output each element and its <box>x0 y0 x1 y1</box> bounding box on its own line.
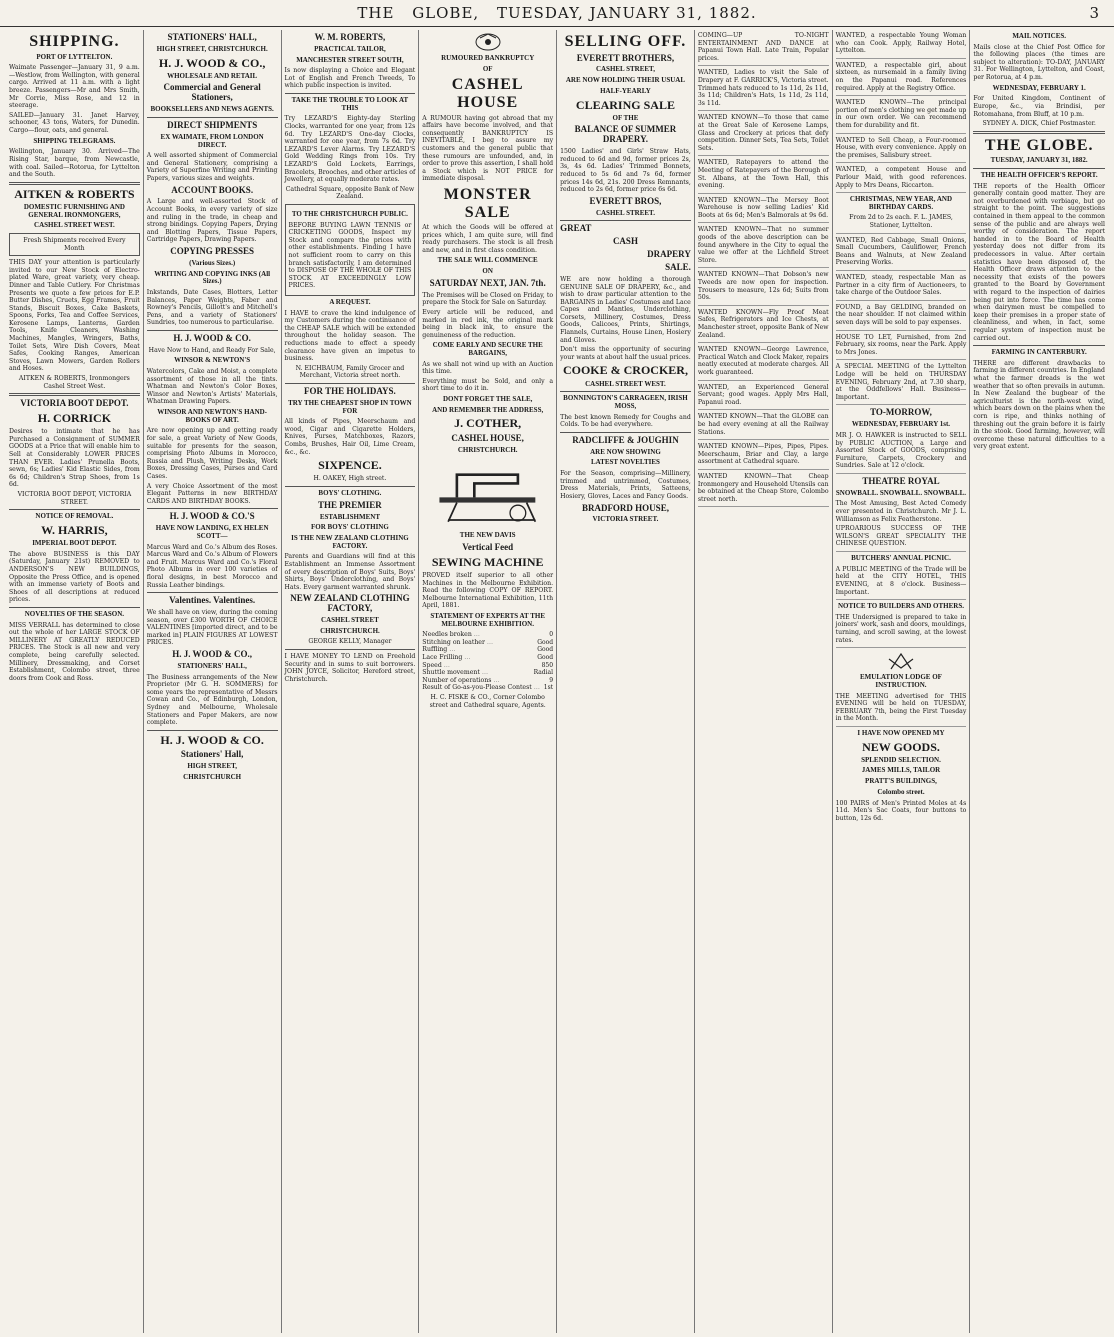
divider <box>560 220 691 221</box>
sold-text: Everything must be Sold, and only a short time to do it in. <box>422 377 554 393</box>
great-heading: GREAT <box>560 223 592 234</box>
clearing-heading: CLEARING SALE <box>575 97 675 112</box>
pairs-text: 100 PAIRS of Men's Printed Moles at 4s 11d. Men's Sac Coats, four buttons to button, 12s 6d. <box>835 799 967 822</box>
harris-heading: W. HARRIS, <box>41 522 108 537</box>
table-title: STATEMENT OF EXPERTS AT THE MELBOURNE EXHIBITION. <box>430 611 545 628</box>
rumour-body: A RUMOUR having got abroad that my affairs have become involved, and that consequently BANKRUPTCY IS INEVITABLE, I beg to assure my customers and the general public that these rumours are unfounded, and, in order to prove this assertion, I shall hold a Stock which is NOT PRICE for immediate disposal. <box>422 114 554 183</box>
davis-heading: THE NEW DAVIS <box>459 531 516 540</box>
chch-text: CHRISTCHURCH <box>183 772 242 781</box>
mail-heading: MAIL NOTICES. <box>1012 32 1067 40</box>
wanted-ad: WANTED KNOWN—The Mersey Boot Warehouse is now selling Ladies' Kid Boots at 6s 6d; Men's Balmorals at 9s 6d. <box>698 197 829 224</box>
wanted-ad: WANTED, an Experienced General Servant; good wages. Apply Mrs Hall, Papanui road. <box>698 384 829 411</box>
divider <box>9 607 140 608</box>
emulation-heading: EMULATION LODGE OF INSTRUCTION. <box>860 673 942 689</box>
establishment-heading: ESTABLISHMENT <box>319 512 380 521</box>
bonnington-body: The best known Remedy for Coughs and Colds. To be had everywhere. <box>560 413 691 429</box>
divider <box>285 383 416 384</box>
radcliffe-heading: RADCLIFFE & JOUGHIN <box>572 434 679 445</box>
latest-body: For the Season, comprising—Millinery, trimmed and untrimmed, Costumes, Dress Materials, Prints, Satteens, Hosiery, Gloves, Laces and Fancy Goods. <box>560 470 691 500</box>
masthead-page: 3 <box>1089 4 1100 22</box>
everett-heading: EVERETT BROTHERS, <box>576 52 675 63</box>
booksellers-text: BOOKSELLERS AND NEWS AGENTS. <box>150 105 274 114</box>
wanted-ad: WANTED KNOWN—That Cheap Ironmongery and Household Utensils can be obtained at the Cheap Store, Colombo street north. <box>698 473 829 507</box>
table-row: Needles broken … 0 <box>422 631 554 639</box>
wood5-heading: H. J. WOOD & CO. <box>160 732 264 747</box>
birthday-body: A very Choice Assortment of the most Elegant Patterns in new BIRTHDAY CARDS AND BIRTHDAY BOOKS. <box>146 482 278 505</box>
wanted-ad: WANTED, a respectable girl, about sixteen, as nursemaid in a family living on the Papanui road. References required. Apply at the Registry Office. <box>836 62 967 96</box>
cashel-house2-heading: CASHEL HOUSE, <box>451 432 524 443</box>
stat3-heading: Stationers' Hall, <box>180 749 244 759</box>
wanted-ad: WANTED KNOWN—Pipes, Pipes, Pipes. Meerschaum, Briar and Clay, a large assortment at Cathedral square. <box>698 443 829 470</box>
copying-sub: (Various Sizes.) <box>189 258 236 267</box>
notice-body: THE Undersigned is prepared to take in joiners' work, sash and doors, mouldings, turning, and scroll sawing, at the lowest rates. <box>836 614 967 648</box>
divider <box>285 649 416 650</box>
request-heading: A REQUEST. <box>329 297 371 306</box>
divider <box>147 592 278 593</box>
wood-heading: H. J. WOOD & CO., <box>158 55 266 70</box>
dont-heading: DONT FORGET THE SALE, <box>442 395 533 404</box>
clearing-body: 1500 Ladies' and Girls' Straw Hats, reduced to 6d and 9d, former prices 2s, 3s, 4s 6d. Ladies' Trimmed Bonnets, reduced to 5s 6d and 7s 6d, former prices 14s 6d, 21s. 200 Dress Remnants, reduced to 2s 6d, former price 6s 6d. <box>560 148 691 194</box>
telegram-text: Wellington, January 30. Arrived—The Rising Star, barque, from Newcastle, with coal. Sailed—Rotorua, for Lyttelton and the South. <box>9 148 140 179</box>
stat2-heading: STATIONERS' HALL, <box>177 661 247 670</box>
aitken-sub: DOMESTIC FURNISHING AND GENERAL IRONMONGERS, <box>23 202 125 219</box>
arrived-text: Waimate Passenger—January 31, 9 a.m.—Westlow, from Wellington, with general cargo. Arrived at 11 a.m. with a light breeze. Passengers—Mr and Mrs Smith, Mr Corrie, Miss Rose, and 12 in steerage. <box>9 64 140 110</box>
wood4-heading: H. J. WOOD & CO., <box>172 649 253 660</box>
column-4 <box>419 30 557 1333</box>
wednesday-heading: WEDNESDAY, FEBRUARY 1st. <box>851 420 951 429</box>
roberts-body: Is now displaying a Choice and Elegant Lot of English and French Tweeds, To which public inspection is invited. <box>284 67 416 90</box>
divider <box>560 391 691 392</box>
wanted-ad: WANTED, steady, respectable Man as Partner in a city firm of Auctioneers, to take charge of the Outdoor Sales. <box>836 274 967 301</box>
fisk-text: H. C. FISKE & CO., Corner Colombo street and Cathedral square, Agents. <box>429 694 546 709</box>
success-text: UPROARIOUS SUCCESS OF THE WILSON'S GREAT SPECIALITY THE CHINESE QUESTION. <box>836 525 967 552</box>
winsor-body: Watercolors, Cake and Moist, a complete assortment of those in all the tints. Whatman and Newton's Color Boxes, Winsor and Newton's Artists' Materials, Whatman Drawing Papers. <box>146 368 278 406</box>
remember-heading: AND REMEMBER THE ADDRESS, <box>432 405 544 414</box>
postmaster-text: SYDNEY A. DICK, Chief Postmaster. <box>982 120 1096 128</box>
column-5 <box>557 30 695 1333</box>
colombo-text: Colombo street. <box>877 787 925 796</box>
table-row: Stitching on leather … Good <box>422 638 554 646</box>
harris-body: The above BUSINESS is this DAY (Saturday, January 21st) REMOVED to ANDERSON'S NEW BUILDINGS, Opposite the Press Office, and is opened with an immense variety of Boots and Shoes of all descriptions at reduced prices. <box>9 550 140 604</box>
premier-heading: THE PREMIER <box>318 499 382 510</box>
verrall-body: MISS VERRALL has determined to close out the whole of her LARGE STOCK OF MILLINERY AT GREATLY REDUCED PRICES. The Stock is all new and very complete, being carefully selected. Millinery, Dressmaking, and Corset Establishment, Colombo street, three doors from Cook and Ross. <box>9 621 140 682</box>
request-body: I HAVE to crave the kind indulgence of my Customers during the continuance of the CHEAP SALE which will be extended throughout the holiday season. The reductions made to effect a speedy clearance have given an impetus to business. <box>284 309 416 363</box>
wanted-ad: WANTED, Ratepayers to attend the Meeting of Ratepayers of the Borough of St. Albans, at the Town Hall, this evening. <box>698 159 829 193</box>
aitken-heading: AITKEN & ROBERTS <box>14 186 135 201</box>
commence-heading: THE SALE WILL COMMENCE <box>437 256 538 265</box>
boys-body: Parents and Guardians will find at this Establishment an Immense Assortment of every description of Boys' Suits, Boys' Shirts, Boys' Underclothing, and Boys' Hats. Every garment warranted shrunk. <box>284 553 416 591</box>
everett2-heading: EVERETT BROS, <box>589 195 662 206</box>
masthead-the: THE <box>357 4 395 22</box>
wanted-ad: WANTED KNOWN—That Dobson's new Tweeds are now open for inspection. Trousers to measure, 12s 6d; Suits from 50s. <box>698 271 829 305</box>
masthead-date: TUESDAY, JANUARY 31, 1882. <box>496 4 757 22</box>
vertical-heading: Vertical Feed <box>462 541 514 552</box>
trouble-footer: Cathedral Square, opposite Bank of New Zealand. <box>285 185 415 201</box>
account-body: A Large and well-assorted Stock of Account Books, in every variety of size and ruling in the trade, in cheap and strong bindings. Copying Papers, Drying and Blotting Papers, Tissue Papers, Cartridge Papers, Drawing Papers. <box>146 198 278 244</box>
new-intro: I HAVE NOW OPENED MY <box>857 728 945 737</box>
wanted-ad: WANTED to Sell Cheap, a Four-roomed House, with every convenience. Apply on the premises, Salisbury street. <box>836 137 967 164</box>
landing-body: Marcus Ward and Co.'s Album des Roses. Marcus Ward and Co.'s Album of Flowers and Fruit. Marcus Ward and Co.'s Floral Photo Albums in over 100 varieties of floral designs, in best Morocco and Russia Leather bindings. <box>146 543 278 589</box>
of-text: OF <box>482 64 493 73</box>
stationers-heading: STATIONERS' HALL, <box>167 32 257 42</box>
telegrams-heading: SHIPPING TELEGRAMS. <box>33 136 116 145</box>
christmas-body: From 2d to 2s each. F. L. JAMES, Stationer, Lyttelton. <box>836 214 967 233</box>
wednesday-heading: WEDNESDAY, FEBRUARY 1. <box>992 83 1086 92</box>
chch-text: CHRISTCHURCH. <box>457 445 518 454</box>
valentines-body: We shall have on view, during the coming season, over £300 WORTH OF CHOICE VALENTINES [imported direct, and to be marked in] PLAIN FIGURES AT LOWEST PRICES. <box>146 609 278 647</box>
wanted-ad: WANTED KNOWN—To those that came at the Great Sale of Kerosene Lamps, Glass and Crockery at prices that defy competition. Dinner Sets, Tea Sets, Toilet Sets. <box>698 114 829 156</box>
royal-crest-icon <box>458 32 518 52</box>
theatre-body: The Most Amusing, Best Acted Comedy ever presented in Christchurch. Mr J. L. Williamson as Felix Featherstone. <box>835 500 967 523</box>
new-goods-heading: NEW GOODS. <box>862 739 940 754</box>
column-3 <box>282 30 420 1333</box>
divider <box>973 168 1105 169</box>
divider <box>147 730 278 731</box>
saturday-heading: SATURDAY NEXT, JAN. 7th. <box>429 277 546 288</box>
divider <box>973 345 1105 346</box>
report-table <box>422 631 553 692</box>
splendid-heading: SPLENDID SELECTION. <box>861 755 941 764</box>
monster-heading: MONSTER SALE <box>443 185 532 221</box>
mail-body: Mails close at the Chief Post Office for the following places (the times are subject to alteration): TO-DAY, JANUARY 31. For Wellington, Lyttelton, and Coast, per Rotorua, at 4 p.m. <box>973 43 1105 82</box>
aitken-address: CASHEL STREET WEST. <box>34 221 115 230</box>
buildings-text: PRATT'S BUILDINGS, <box>865 777 937 786</box>
wood3-heading: H. J. WOOD & CO.'S <box>169 511 255 522</box>
theatre-heading: THEATRE ROYAL <box>862 475 940 486</box>
for-boys-heading: FOR BOYS' CLOTHING <box>311 523 389 532</box>
victoria-heading: VICTORIA BOOT DEPOT. <box>20 398 129 409</box>
wanted-ad: WANTED KNOWN—Fly Proof Meat Safes, Refrigerators and Ice Chests, at Manchester street, opposite Bank of New Zealand. <box>698 309 829 343</box>
holidays-heading: FOR THE HOLIDAYS. <box>304 386 396 397</box>
column-6 <box>695 30 833 1333</box>
picnic-body: A PUBLIC MEETING of the Trade will be held at the CITY HOTEL, THIS EVENING, at 8 o'clock. Business—Important. <box>836 566 967 600</box>
wood2-heading: H. J. WOOD & CO. <box>173 332 251 343</box>
wanted-ad: WANTED KNOWN—The principal portion of men's clothing we get made up in our own order. We can recommend them for durability and fit. <box>836 99 967 133</box>
cashel-text: CASHEL STREET <box>321 616 379 625</box>
column-2 <box>144 30 282 1333</box>
report-heading: THE HEALTH OFFICER'S REPORT. <box>980 171 1098 179</box>
divider <box>147 508 278 509</box>
rumoured-heading: RUMOURED BANKRUPTCY <box>441 54 535 62</box>
removal-heading: NOTICE OF REMOVAL. <box>35 512 114 521</box>
holidays-sub: TRY THE CHEAPEST SHOP IN TOWN FOR <box>288 398 412 415</box>
table-row: Lace Frilling … Good <box>422 654 554 662</box>
shipping-heading: SHIPPING. <box>29 33 120 50</box>
masonic-emblem-icon <box>871 651 931 671</box>
writing-body: Inkstands, Date Cases, Blotters, Letter Balances, Paper Weights, Faber and Rowney's Pencils, Gillott's and Mitchell's Pens, and a variety of Stationers' Sundries, too numerous to particularise. <box>146 288 278 327</box>
globe-date: TUESDAY, JANUARY 31, 1882. <box>990 156 1088 165</box>
commercial-heading: Commercial and General Stationers, <box>163 82 261 103</box>
table-row: Ruffling … Good <box>422 646 554 654</box>
cashel-house-heading: CASHEL HOUSE <box>451 76 524 111</box>
columns <box>6 30 1108 1333</box>
cash-heading: CASH <box>612 236 638 247</box>
chch-text: CHRISTCHURCH. <box>320 626 380 635</box>
picnic-heading: BUTCHERS' ANNUAL PICNIC. <box>851 554 951 563</box>
trouble-heading: TAKE THE TROUBLE TO LOOK AT THIS <box>291 96 409 112</box>
public-heading: TO THE CHRISTCHURCH PUBLIC. <box>291 209 408 218</box>
globe-heading: THE GLOBE. <box>984 136 1094 154</box>
joyce-body: I HAVE MONEY TO LEND on Freehold Security and in sums to suit borrowers. JOHN JOYCE, Solicitor, Hereford street, Christchurch. <box>284 653 416 683</box>
direct-heading: DIRECT SHIPMENTS <box>167 119 258 130</box>
public-box <box>285 204 416 296</box>
report-body: THE reports of the Health Officer generally contain good matter. They are not overburdened with verbiage, but go straight to the point. The suggestions contained in them appeal to the common sense of the public and are always well worthy of consideration. The report handed in to the Board of Health yesterday does not differ from its predecessors in value. After certain statistics have been disposed of, the Health Officer draws attention to the necessity that exists of the powers granted to the Board by Government with regard to the inspection of dairies being put into force. The time has come when dairymen must be compelled to keep their premises in a proper state of cleanliness, and when, in fact, some regular system of inspection must be carried out. <box>973 182 1105 342</box>
masthead-name: GLOBE, <box>412 4 480 22</box>
kelly-text: GEORGE KELLY, Manager <box>308 638 392 646</box>
wednesday-body: For United Kingdom, Continent of Europe, &c., via Brindisi, per Rotomahana, from Bluff, at 10 p.m. <box>973 95 1105 118</box>
nzcf-heading: NEW ZEALAND CLOTHING FACTORY, <box>290 593 410 614</box>
landing-heading: HAVE NOW LANDING, EX HELEN SCOTT— <box>155 524 269 540</box>
albums-body: Are now opening up and getting ready for sale, a great Variety of New Goods, suitable for presents for the season, comprising Photo Albums in Morocco, Russia and Plush, Writing Desks, Work Boxes, Dressing Cases, Purses and Card Cases. <box>146 427 278 481</box>
divider <box>560 432 691 433</box>
column-8 <box>970 30 1108 1333</box>
wanted-ad: WANTED KNOWN—George Lawrence, Practical Watch and Clock Maker, repairs neatly executed at moderate charges. All work guaranteed. <box>698 346 829 380</box>
holidays-body: All kinds of Pipes, Meerschaum and wood, Cigar and Cigarette Holders, Knives, Purses, Matchboxes, Razors, Combs, Brushes, Hair Oil, Lime Cream, &c., &c. <box>284 418 416 456</box>
sixpence-heading: SIXPENCE. <box>318 458 382 473</box>
cother-heading: J. COTHER, <box>454 416 522 431</box>
sailed-text: SAILED—January 31. Janet Harvey, schooner, 43 tons, Waters, for Dunedin. Cargo—flour, oats, and general. <box>9 111 140 135</box>
divider <box>9 182 140 185</box>
now-text: ARE NOW HOLDING THEIR USUAL <box>565 76 686 85</box>
public-body: BEFORE BUYING LAWN TENNIS or CRICKETING GOODS, Inspect my Stock and compare the prices with other establishments. Finding I have not sufficient room to carry on this branch satisfactorily, I am determined to DISPOSE OF THE WHOLE OF THIS STOCK AT EXCEEDINGLY LOW PRICES. <box>288 221 412 290</box>
roberts-sub: PRACTICAL TAILOR, <box>314 44 386 53</box>
monster-body: At which the Goods will be offered at prices which, I am quite sure, will find ready purchasers. The stock is all fresh and new, and in first class condition. <box>422 224 554 254</box>
cashel-text: CASHEL STREET, <box>595 65 655 74</box>
winsor2-heading: WINSOR AND NEWTON'S HAND-BOOKS OF ART. <box>157 408 268 424</box>
showing-text: ARE NOW SHOWING <box>590 447 661 456</box>
bonnington-heading: BONNINGTON'S CARRAGEEN, IRISH MOSS, <box>563 394 688 410</box>
divider <box>147 330 278 331</box>
oakey-text: H. OAKEY, High street. <box>313 475 387 483</box>
writing-heading: WRITING AND COPYING INKS (All Sizes.) <box>154 269 271 286</box>
cashel2-text: CASHEL STREET. <box>595 208 655 217</box>
winsor-heading: WINSOR & NEWTON'S <box>174 356 251 365</box>
farming-heading: FARMING IN CANTERBURY. <box>991 348 1087 357</box>
port-heading: PORT OF LYTTELTON. <box>36 52 113 61</box>
sale-body: MR J. O. HAWKER is instructed to SELL by PUBLIC AUCTION, a Large and Assorted Stock of GOODS, comprising Furniture, Carpets, Crockery and Sundries. Sale at 12 o'clock. <box>836 432 967 474</box>
genuine-body: WE are now holding a thorough GENUINE SALE OF DRAPERY, &c., and wish to draw particular attention to the BARGAINS in Ladies' Costumes and Lace Capes and Mantles, Underclothing, Corsets, Millinery, Costumes, Dress Goods, Calicoes, Prints, Shirtings, Flannels, Curtains, House Linen, Hosiery and Gloves. <box>560 275 691 344</box>
corrick-heading: H. CORRICK <box>37 411 112 426</box>
sewing-machine-icon <box>422 458 553 528</box>
cooke-heading: COOKE & CROCKER, <box>562 363 688 378</box>
on-text: ON <box>482 267 493 276</box>
trouble-body: Try LEZARD'S Eighty-day Sterling Clocks, warranted for one year, from 12s 6d. Try LEZARD'S One-day Clocks, warranted for one year, from 7s 6d. Try LEZARD'S Lever Alarms. Try LEZARD'S Gold Wedding Rings from 10s. Try LEZARD'S Gold Lockets, Earrings, Bracelets, Brooches, and other articles of Jewellery, at equally moderate rates. <box>284 115 416 184</box>
divider <box>285 486 416 487</box>
nz-factory-heading: IS THE NEW ZEALAND CLOTHING FACTORY. <box>291 533 409 550</box>
divider <box>285 93 416 94</box>
meeting-ad: A SPECIAL MEETING of the Lyttelton Lodge will be held on THURSDAY EVENING, February 2nd, at 7.30 sharp, at the Oddfellows' Hall. Business—Important. <box>836 363 967 405</box>
masthead <box>0 0 1114 27</box>
harris-sub: IMPERIAL BOOT DEPOT. <box>32 539 117 548</box>
copying-heading: COPYING PRESSES <box>170 246 255 257</box>
direct-body: A well assorted shipment of Commercial and General Stationery, comprising a Variety of Superfine Writing and Printing Papers, various sizes and weights. <box>146 152 278 182</box>
half-text: HALF-YEARLY <box>600 86 651 95</box>
roberts-heading: W. M. ROBERTS, <box>314 32 386 42</box>
emulation-body: THE MEETING advertised for THIS EVENING will be held on TUESDAY, FEBRUARY 7th, being the First Tuesday in the Month. <box>836 693 967 727</box>
table-row: Number of operations … 9 <box>422 676 554 684</box>
bradford-address: VICTORIA STREET. <box>592 515 659 524</box>
divider <box>147 117 278 118</box>
closed-text: The Premises will be Closed on Friday, to prepare the Stock for Sale on Saturday. <box>422 291 554 307</box>
sale-heading: SALE. <box>665 262 691 273</box>
boys-heading: BOYS' CLOTHING. <box>318 489 382 498</box>
snowball-heading: SNOWBALL. SNOWBALL. SNOWBALL. <box>835 488 967 497</box>
high-street: HIGH STREET, CHRISTCHURCH. <box>156 44 268 53</box>
aitken-footer: AITKEN & ROBERTS, Ironmongers Cashel Street West. <box>18 375 130 390</box>
cooke-address: CASHEL STREET WEST. <box>585 379 666 388</box>
table-row: Shuttle movement … Radial <box>422 669 554 677</box>
of-the-text: OF THE <box>612 113 639 122</box>
sewing-heading: SEWING MACHINE <box>431 554 544 569</box>
bradford-heading: BRADFORD HOUSE, <box>581 502 669 513</box>
wanted-ad: WANTED KNOWN—That the GLOBE can be had every evening at all the Railway Stations. <box>698 413 829 440</box>
winsor-intro: Have Now to Hand, and Ready For Sale, <box>148 346 276 354</box>
found-ad: FOUND, a Bay GELDING, branded on the near shoulder. If not claimed within seven days will be sold to pay expenses. <box>836 304 967 331</box>
tailor-heading: JAMES MILLS, TAILOR <box>861 766 941 775</box>
novelties-heading: NOVELTIES OF THE SEASON. <box>24 609 125 618</box>
tomorrow-heading: TO-MORROW, <box>870 407 932 418</box>
wanted-ad: WANTED KNOWN—That no summer goods of the above description can be found anywhere in the City to equal the value we offer at the Lichfield Street Store. <box>698 226 829 268</box>
come-heading: COME EARLY AND SECURE THE BARGAINS, <box>432 341 543 357</box>
column-7 <box>833 30 971 1333</box>
corrick-body: Desires to intimate that he has Purchased a Consignment of SUMMER GOODS at a Price that will enable him to Sell at Considerably LOWER PRICES THAN EVER. Ladies' Prunella Boots, sewn, 6s; Ladies' Kid Elastic Sides, from 6s 6d; Children's Strap Shoes, from 1s 6d. <box>9 428 140 489</box>
latest-heading: LATEST NOVELTIES <box>590 458 660 467</box>
wholesale-text: WHOLESALE AND RETAIL <box>167 71 258 80</box>
divider <box>9 509 140 510</box>
farming-body: THERE are different drawbacks to farming in different countries. In England what the farmer dreads is the wet weather that so often prevails in autumn. In New Zealand the bugbear of the agriculturist is the north-west wind, which bears down on the plains when the corn is ripe, and thinks nothing of threshing out the grain before it is fairly in the stook. Good farming, however, will overcome these natural difficulties to a very great extent. <box>973 359 1105 451</box>
column-1 <box>6 30 144 1333</box>
corrick-footer: VICTORIA BOOT DEPOT, VICTORIA STREET. <box>17 491 132 506</box>
balance-heading: BALANCE OF SUMMER DRAPERY. <box>574 124 677 145</box>
not-wound-text: As we shall not wind up with an Auction this time. <box>422 360 554 376</box>
aitken-body: THIS DAY your attention is particularly invited to our New Stock of Electro-plated Ware, great variety, very cheap. Dinner and Table Cutlery. For Christmas Presents we quote a few prices for E.P. Butter Dishes, Cruets, Egg Frames, Fruit Stands, Biscuit Boxes, Cake Baskets, Spoons, Forks, Tea and Coffee Services, Kerosene Lamps, Lanterns, Garden Tools, Knife Cleaners, Washing Machines, Mangles, Wringers, Baths, Toilet Sets, Wire Dish Covers, Meat Safes, Cooking Ranges, American Stoves, Lawn Mowers, Garden Rollers and Hoses. <box>9 259 140 373</box>
christmas-heading: CHRISTMAS, NEW YEAR, AND BIRTHDAY CARDS. <box>849 195 953 211</box>
stat2-body: The Business arrangements of the New Proprietor (Mr G. H. SOMMERS) for some years the representative of Messrs Cowan and Co., of Edinburgh, London, Sydney and Melbourne, Wholesale Stationers and Paper Makers, are now complete. <box>146 673 278 727</box>
wanted-ad: WANTED, Ladies to visit the Sale of Drapery at F. GARRICK'S, Victoria street. Trimmed hats reduced to 1s 11d, 2s 11d, 3s 11d; Children's Hats, 1s 11d, 2s 11d, 3s 11d. <box>698 69 829 111</box>
drapery-heading: DRAPERY <box>647 249 691 260</box>
dont-miss-text: Don't miss the opportunity of securing your wants at about half the usual prices. <box>560 346 691 361</box>
roberts-address: MANCHESTER STREET SOUTH, <box>296 55 404 64</box>
house-ad: HOUSE TO LET, Furnished, from 2nd February, six rooms, near the Park. Apply to Mrs Jones. <box>836 334 967 361</box>
valentines-heading: Valentines. Valentines. <box>169 595 256 606</box>
request-footer: N. EICHBAUM, Family Grocer and Merchant, Victoria street north. <box>295 364 405 380</box>
aitken-tag: Fresh Shipments received Every Month <box>9 233 140 256</box>
table-row: Result of Go-as-you-Please Contest … 1st <box>422 684 554 692</box>
table-row: Speed … 850 <box>422 661 554 669</box>
selling-heading: SELLING OFF. <box>564 33 687 50</box>
coming-ad: COMING—UP TO-NIGHT ENTERTAINMENT AND DANCE at Papanui Town Hall. Late Train, Popular prices. <box>698 32 829 66</box>
divider <box>9 393 140 396</box>
wanted-ad: WANTED, a competent House and Parlour Maid, with good references. Apply to Mrs Deans, Riccarton. <box>836 166 967 193</box>
davis-body: PROVED itself superior to all other Machines in the Melbourne Exhibition. Read the following COPY OF REPORT. Melbourne International Exhibition, 11th April, 1881. <box>422 571 554 610</box>
every-text: Every article will be reduced, and marked in red ink, the original mark being in black ink, to ensure the genuineness of the reduction. <box>422 308 554 339</box>
account-heading: ACCOUNT BOOKS. <box>171 184 254 195</box>
wanted-ad: WANTED, a respectable Young Woman who can Cook. Apply, Railway Hotel, Lyttelton. <box>836 32 967 59</box>
notice-heading: NOTICE TO BUILDERS AND OTHERS. <box>837 602 964 611</box>
wanted-ad: WANTED, Red Cabbage, Small Onions, Small Cucumbers, Cauliflower, French Beans and Walnuts, at New Zealand Preserving Works. <box>836 237 967 271</box>
ex-text: EX WAIMATE, FROM LONDON DIRECT. <box>160 132 264 149</box>
divider <box>973 131 1105 134</box>
high3-text: HIGH STREET, <box>187 761 237 770</box>
